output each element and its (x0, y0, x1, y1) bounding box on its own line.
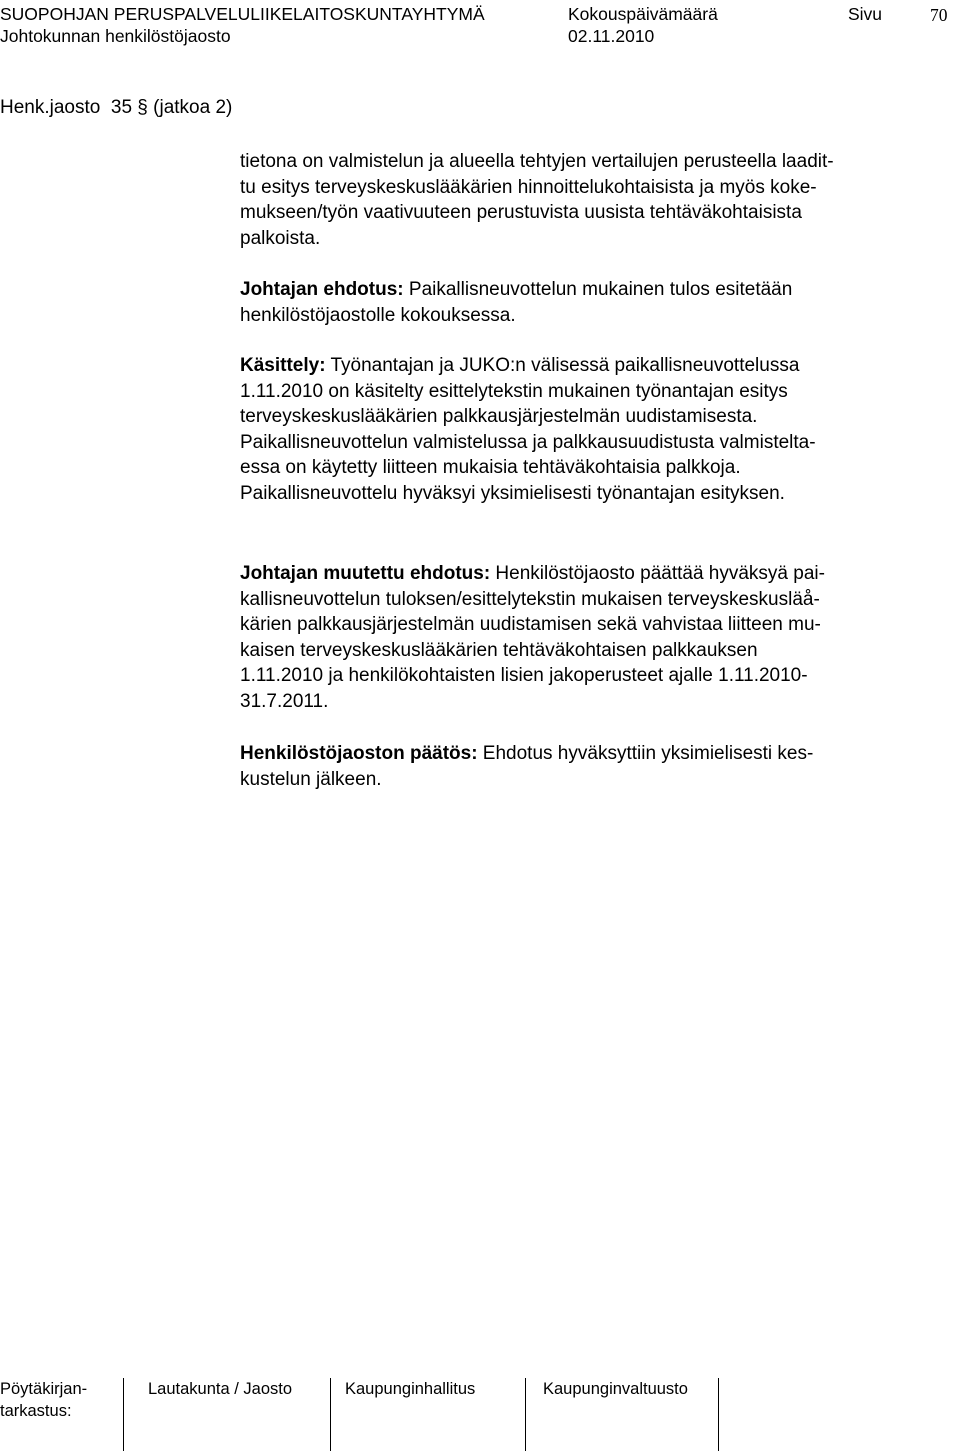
meeting-date-label: Kokouspäivämäärä (568, 4, 718, 24)
proposal-label: Johtajan ehdotus: (240, 279, 404, 300)
footer-government-label: Kaupunginhallitus (345, 1380, 476, 1398)
footer-divider (330, 1378, 331, 1451)
proposal-paragraph (240, 277, 930, 328)
page-label: Sivu (848, 4, 883, 24)
footer-board-label: Lautakunta / Jaosto (148, 1380, 293, 1398)
footer-divider (718, 1378, 719, 1451)
footer-divider (525, 1378, 526, 1451)
modified-proposal-label: Johtajan muutettu ehdotus: (240, 563, 491, 584)
intro-paragraph: tietona on valmistelun ja alueella tehtyjen vertailujen perusteella laadit- tu esitys terveyskeskuslääkärien hinnoittelukohtaisista ja myös koke- mukseen/työn vaativuuteen perustuvista uusista tehtäväkohtaisista palkoista. (240, 151, 834, 249)
modified-proposal-paragraph (240, 561, 930, 714)
meeting-date: 02.11.2010 (568, 26, 655, 46)
proposal-text: Paikallisneuvottelun mukainen tulos esitetään henkilöstöjaostolle kokouksessa. (240, 279, 793, 326)
section-heading: Henk.jaosto 35 § (jatkoa 2) (0, 97, 233, 118)
modified-proposal-text: Henkilöstöjaosto päättää hyväksyä pai- kallisneuvottelun tuloksen/esittelytekstin mukaisen terveyskeskusläå- kärien palkkausjärjestelmän uudistamisen sekä vahvistaa liitteen mu- kaisen terveyskeskuslääkärien tehtäväkohtaisen palkkauksen 1.11.2010 ja henkilökohtaisten lisien jakoperusteet ajalle 1.11.2010- 31.7.2011. (240, 563, 825, 712)
footer-divider (123, 1378, 124, 1451)
footer-review-label: Pöytäkirjan- tarkastus: (0, 1380, 88, 1420)
organization-name: SUOPOHJAN PERUSPALVELULIIKELAITOSKUNTAYHTYMÄ (0, 4, 485, 24)
page-number: 70 (930, 5, 948, 25)
committee-name: Johtokunnan henkilöstöjaosto (0, 26, 231, 46)
handling-text: Työnantajan ja JUKO:n välisessä paikallisneuvottelussa 1.11.2010 on käsitelty esittelytekstin mukainen työnantajan esitys terveyskeskuslääkärien palkkausjärjestelmän uudistamisesta. Paikallisneuvottelun valmistelussa ja palkkausuudistusta valmistelta- essa on käytetty liitteen mukaisia tehtäväkohtaisia palkkoja. Paikallisneuvottelu hyväksyi yksimielisesti työnantajan esityksen. (240, 355, 816, 504)
handling-label: Käsittely: (240, 355, 326, 376)
decision-text: Ehdotus hyväksyttiin yksimielisesti kes- kustelun jälkeen. (240, 743, 814, 790)
decision-label: Henkilöstöjaoston päätös: (240, 743, 478, 764)
decision-paragraph (240, 741, 930, 792)
handling-paragraph (240, 353, 930, 506)
footer-council-label: Kaupunginvaltuusto (543, 1380, 688, 1398)
